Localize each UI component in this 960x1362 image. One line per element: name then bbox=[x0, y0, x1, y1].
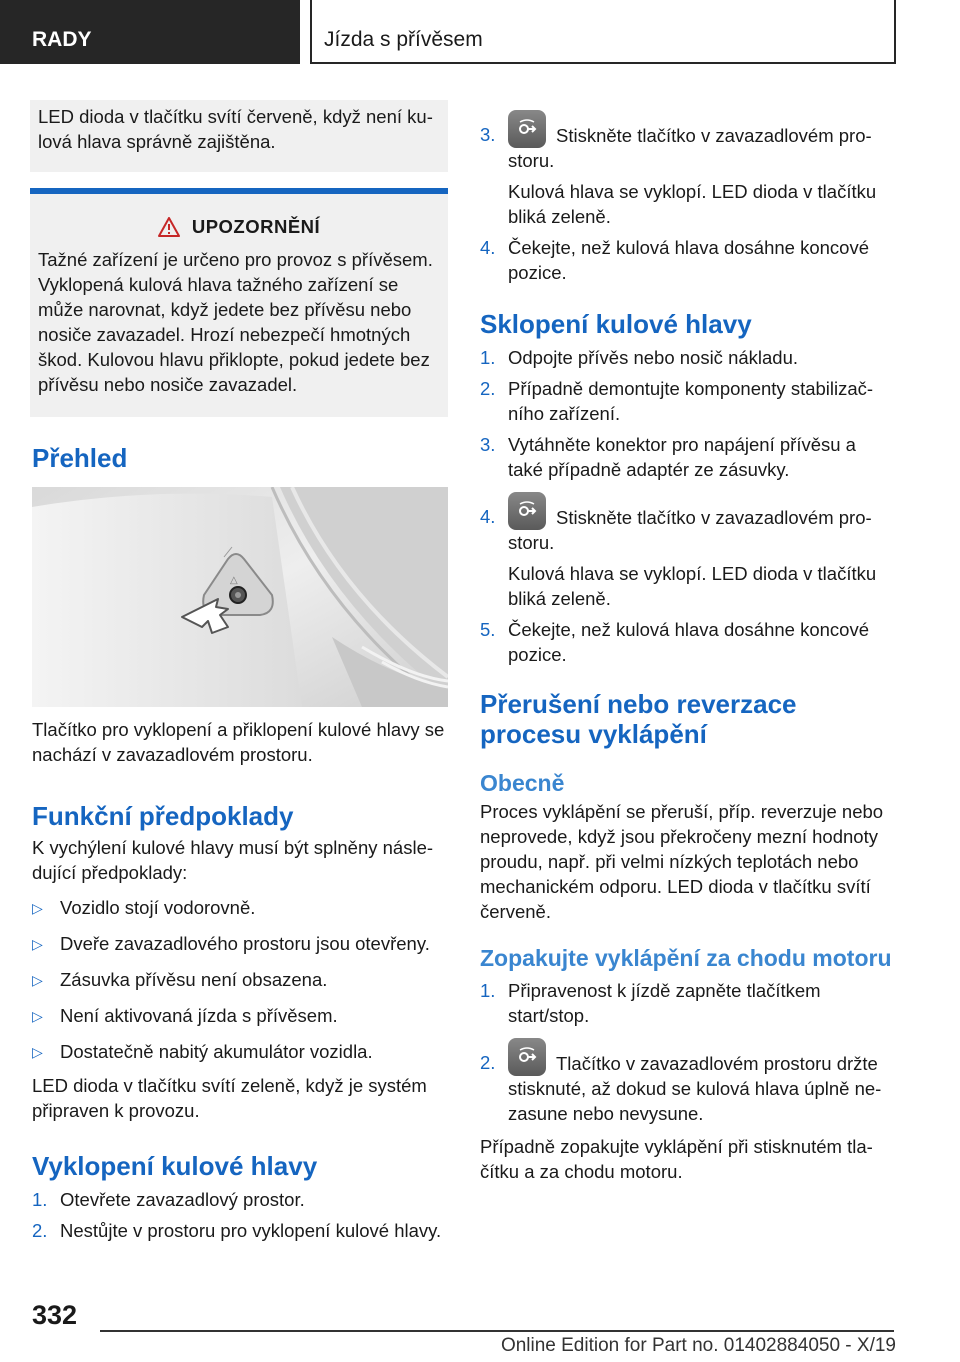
unfold-steps bbox=[32, 1187, 448, 1243]
warning-triangle-icon bbox=[158, 217, 180, 237]
step-item bbox=[480, 492, 892, 555]
step-body bbox=[508, 492, 892, 555]
overview-heading: Přehled bbox=[32, 443, 128, 473]
step-item bbox=[480, 110, 892, 173]
prerequisites-heading: Funkční předpoklady bbox=[32, 801, 294, 831]
trunk-button-icon bbox=[508, 492, 546, 530]
step-result: Kulová hlava se vyklopí. LED dioda v tlačítku bliká zeleně. bbox=[508, 181, 877, 227]
list-item-text: Dveře zavazadlového prostoru jsou otevřeny. bbox=[60, 933, 430, 954]
list-item bbox=[32, 895, 448, 921]
step-body bbox=[508, 1038, 892, 1126]
step-text: Připravenost k jízdě zapněte tlačítkem start/stop. bbox=[508, 980, 821, 1026]
repeat-heading: Zopakujte vyklápění za chodu motoru bbox=[480, 945, 892, 971]
page-number: 332 bbox=[32, 1300, 78, 1330]
step-number: 1. bbox=[32, 1189, 48, 1210]
repeat-steps bbox=[480, 978, 892, 1126]
step-number: 4. bbox=[480, 506, 496, 527]
bullet-triangle-icon: ▷ bbox=[32, 936, 43, 952]
step-item bbox=[480, 345, 892, 370]
step-number: 5. bbox=[480, 619, 496, 640]
footer-edition: Online Edition for Part no. 01402884050 - X/19 bbox=[500, 1335, 896, 1356]
step-item bbox=[480, 432, 892, 482]
warning-title-text: UPOZORNĚNÍ bbox=[191, 216, 321, 237]
step-number: 2. bbox=[32, 1220, 48, 1241]
step-item bbox=[480, 978, 892, 1028]
trunk-button-icon bbox=[508, 110, 546, 148]
list-item-text: Není aktivovaná jízda s přívěsem. bbox=[60, 1005, 338, 1026]
bullet-triangle-icon: ▷ bbox=[32, 1008, 43, 1024]
footer-divider bbox=[100, 1330, 894, 1332]
step-text: Tlačítko v zavazadlovém prostoru držte stisknuté, až dokud se kulová hlava úplně nezasune nebo nevysune. bbox=[508, 1053, 882, 1124]
header-title: Jízda s přívěsem bbox=[324, 28, 483, 51]
info-note bbox=[30, 100, 448, 172]
warning-text: Tažné zařízení je určeno pro provoz s přívěsem. Vyklopená kulová hlava tažného zařízení se může narovnat, když jedete bez přívěsu nebo nosiče zavazadel. Hrozí nebezpečí hmotných škod. Kulovou hlavu přiklopte, pokud jedete bez přívěsu nebo nosiče zavazadel. bbox=[38, 249, 433, 395]
step-item bbox=[480, 617, 892, 667]
bullet-triangle-icon: ▷ bbox=[32, 1044, 43, 1060]
general-text: Proces vyklápění se přeruší, příp. reverzuje nebo neprovede, když jsou překročeny mezní hodnoty proudu, např. při velmi nízkých teplotách nebo mechanickém odporu. LED dioda v tlačítku svítí červeně. bbox=[480, 801, 884, 922]
prerequisites-intro: K vychýlení kulové hlavy musí být splněny následující předpoklady: bbox=[32, 837, 434, 883]
right-column bbox=[480, 110, 892, 1184]
step-text: Odpojte přívěs nebo nosič nákladu. bbox=[508, 347, 799, 368]
header-section-label: RADY bbox=[32, 28, 92, 51]
step-text: Případně demontujte komponenty stabilizačního zařízení. bbox=[508, 378, 874, 424]
trunk-button-icon bbox=[508, 1038, 546, 1076]
general-heading: Obecně bbox=[480, 770, 565, 796]
step-item bbox=[480, 1038, 892, 1126]
unfold-heading: Vyklopení kulové hlavy bbox=[32, 1151, 318, 1181]
list-item-text: Dostatečně nabitý akumulátor vozidla. bbox=[60, 1041, 373, 1062]
step-result: Kulová hlava se vyklopí. LED dioda v tlačítku bliká zeleně. bbox=[508, 563, 877, 609]
repeat-outro: Případně zopakujte vyklápění při stisknutém tlačítku a za chodu motoru. bbox=[480, 1136, 873, 1182]
step-item bbox=[32, 1187, 448, 1212]
step-number: 4. bbox=[480, 237, 496, 258]
info-note-text: LED dioda v tlačítku svítí červeně, když není kulová hlava správně zajištěna. bbox=[38, 106, 433, 152]
step-item bbox=[32, 1218, 448, 1243]
list-item bbox=[32, 1039, 448, 1065]
step-text: Stiskněte tlačítko v zavazadlovém prostoru. bbox=[508, 125, 872, 171]
fold-heading: Sklopení kulové hlavy bbox=[480, 309, 752, 339]
step-number: 1. bbox=[480, 347, 496, 368]
fold-steps bbox=[480, 345, 892, 667]
step-item bbox=[480, 376, 892, 426]
figure-caption: Tlačítko pro vyklopení a přiklopení kulové hlavy se nachází v zavazadlovém prostoru. bbox=[32, 719, 445, 765]
bullet-triangle-icon: ▷ bbox=[32, 972, 43, 988]
step-text: Stiskněte tlačítko v zavazadlovém prostoru. bbox=[508, 507, 872, 553]
header-section bbox=[0, 0, 300, 64]
warning-box bbox=[30, 188, 448, 417]
step-text: Čekejte, než kulová hlava dosáhne koncové pozice. bbox=[508, 619, 869, 665]
step-number: 2. bbox=[480, 378, 496, 399]
step-text: Otevřete zavazadlový prostor. bbox=[60, 1189, 305, 1210]
step-item bbox=[480, 235, 892, 285]
step-number: 2. bbox=[480, 1052, 496, 1073]
step-body bbox=[508, 110, 892, 173]
list-item-text: Vozidlo stojí vodorovně. bbox=[60, 897, 256, 918]
list-item bbox=[32, 1003, 448, 1029]
list-item-text: Zásuvka přívěsu není obsazena. bbox=[60, 969, 328, 990]
header-title-box bbox=[310, 0, 896, 64]
left-column bbox=[32, 100, 448, 1243]
step-number: 3. bbox=[480, 124, 496, 145]
trunk-button-figure bbox=[32, 487, 448, 707]
step-text: Vytáhněte konektor pro napájení přívěsu a také případně adaptér ze zásuvky. bbox=[508, 434, 856, 480]
list-item bbox=[32, 931, 448, 957]
step-number: 3. bbox=[480, 434, 496, 455]
list-item bbox=[32, 967, 448, 993]
trunk-button-illustration bbox=[32, 487, 448, 707]
interrupt-heading: Přerušení nebo reverzace procesu vyklápění bbox=[480, 689, 797, 749]
bullet-triangle-icon: ▷ bbox=[32, 900, 43, 916]
step-number: 1. bbox=[480, 980, 496, 1001]
prerequisites-outro: LED dioda v tlačítku svítí zeleně, když je systém připraven k provozu. bbox=[32, 1075, 427, 1121]
step-text: Čekejte, než kulová hlava dosáhne koncové pozice. bbox=[508, 237, 869, 283]
step-text: Nestůjte v prostoru pro vyklopení kulové hlavy. bbox=[60, 1220, 442, 1241]
prerequisites-list bbox=[32, 895, 448, 1065]
svg-text:△: △ bbox=[230, 575, 238, 586]
warning-title bbox=[38, 214, 440, 239]
